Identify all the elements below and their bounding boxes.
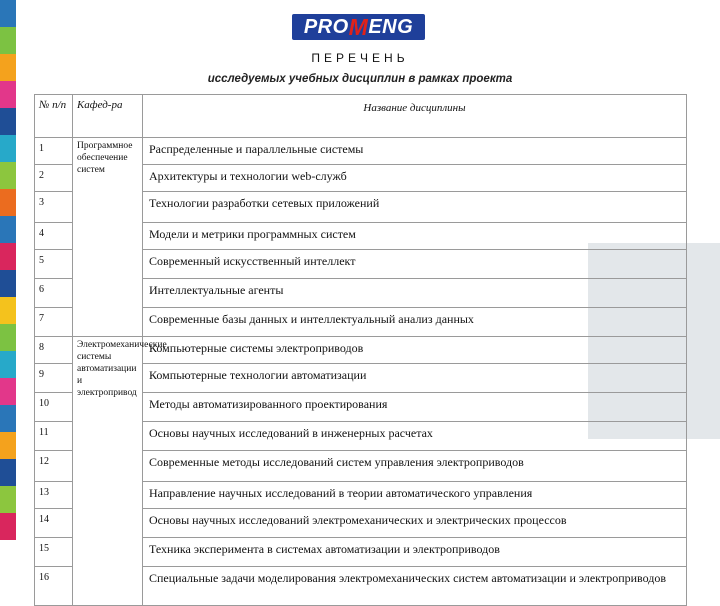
department-cell: Электромеханические системы автоматизации и электропривод [73, 337, 143, 606]
row-number: 4 [35, 223, 73, 250]
row-number: 13 [35, 482, 73, 509]
row-number: 6 [35, 279, 73, 308]
row-number: 3 [35, 192, 73, 223]
row-number: 1 [35, 138, 73, 165]
logo-m: M [348, 13, 369, 40]
discipline-name: Современные методы исследований систем управления электроприводов [143, 451, 687, 482]
row-number: 15 [35, 538, 73, 567]
stripe-segment [0, 270, 16, 297]
header-dept: Кафед-ра [73, 95, 143, 138]
table-header [35, 95, 687, 138]
discipline-name: Модели и метрики программных систем [143, 223, 687, 250]
logo-eng: ENG [368, 15, 414, 38]
stripe-segment [0, 135, 16, 162]
row-number: 12 [35, 451, 73, 482]
stripe-segment [0, 378, 16, 405]
discipline-name: Компьютерные технологии автоматизации [143, 364, 687, 393]
row-number: 14 [35, 509, 73, 538]
discipline-name: Направление научных исследований в теории автоматического управления [143, 482, 687, 509]
stripe-segment [0, 162, 16, 189]
row-number: 8 [35, 337, 73, 364]
discipline-name: Технологии разработки сетевых приложений [143, 192, 687, 223]
stripe-segment [0, 405, 16, 432]
disciplines-table [34, 94, 687, 606]
proeng-logo [292, 14, 425, 40]
row-number: 11 [35, 422, 73, 451]
discipline-name: Современный искусственный интеллект [143, 250, 687, 279]
stripe-segment [0, 216, 16, 243]
stripe-segment [0, 243, 16, 270]
stripe-segment [0, 432, 16, 459]
stripe-segment [0, 297, 16, 324]
row-number: 2 [35, 165, 73, 192]
row-number: 7 [35, 308, 73, 337]
stripe-segment [0, 324, 16, 351]
stripe-segment [0, 189, 16, 216]
discipline-name: Специальные задачи моделирования электромеханических систем автоматизации и электроприводов [143, 567, 687, 606]
page-title: ПЕРЕЧЕНЬ [311, 51, 409, 65]
table-row [35, 337, 687, 364]
row-number: 9 [35, 364, 73, 393]
row-number: 5 [35, 250, 73, 279]
stripe-segment [0, 459, 16, 486]
stripe-segment [0, 513, 16, 540]
discipline-name: Современные базы данных и интеллектуальный анализ данных [143, 308, 687, 337]
logo-pro: PRO [303, 15, 349, 38]
discipline-name: Компьютерные системы электроприводов [143, 337, 687, 364]
row-number: 10 [35, 393, 73, 422]
discipline-name: Распределенные и параллельные системы [143, 138, 687, 165]
stripe-segment [0, 486, 16, 513]
discipline-name: Методы автоматизированного проектирования [143, 393, 687, 422]
discipline-name: Интеллектуальные агенты [143, 279, 687, 308]
discipline-name: Техника эксперимента в системах автоматизации и электроприводов [143, 538, 687, 567]
header-num: № п/п [35, 95, 73, 138]
header-name: Название дисциплины [143, 95, 687, 138]
stripe-segment [0, 108, 16, 135]
discipline-name: Основы научных исследований электромеханических и электрических процессов [143, 509, 687, 538]
department-cell: Программное обеспечение систем [73, 138, 143, 337]
stripe-segment [0, 81, 16, 108]
stripe-segment [0, 0, 16, 27]
page-subtitle: исследуемых учебных дисциплин в рамках проекта [207, 73, 513, 85]
table-row [35, 138, 687, 165]
stripe-segment [0, 27, 16, 54]
row-number: 16 [35, 567, 73, 606]
discipline-name: Архитектуры и технологии web-служб [143, 165, 687, 192]
stripe-segment [0, 351, 16, 378]
discipline-name: Основы научных исследований в инженерных расчетах [143, 422, 687, 451]
